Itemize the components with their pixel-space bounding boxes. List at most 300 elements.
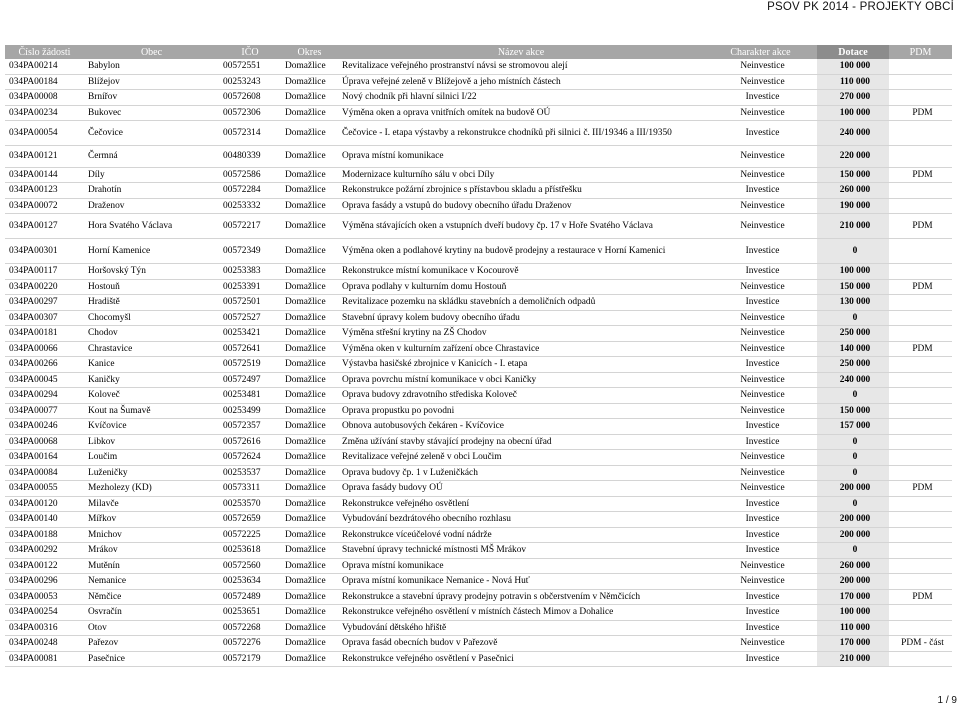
table-row: [5, 434, 952, 450]
table-row: [5, 326, 952, 342]
cell-ico: 00572306: [219, 105, 281, 121]
cell-ico: 00253499: [219, 403, 281, 419]
cell-charakter-akce: Investice: [704, 589, 817, 605]
cell-pdm: [889, 651, 952, 667]
cell-obec: Kanice: [84, 357, 219, 373]
cell-pdm: [889, 372, 952, 388]
cell-ico: 00572551: [219, 59, 281, 74]
cell-nazev-akce: Rekonstrukce požární zbrojnice s přístavbou skladu a přístřešku: [338, 183, 704, 199]
cell-charakter-akce: Neinvestice: [704, 341, 817, 357]
cell-nazev-akce: Revitalizace pozemku na skládku stavebních a demoličních odpadů: [338, 295, 704, 311]
cell-nazev-akce: Vybudování dětského hřiště: [338, 620, 704, 636]
cell-cislo-zadosti: 034PA00081: [5, 651, 84, 667]
cell-dotace: 170 000: [817, 589, 889, 605]
cell-charakter-akce: Investice: [704, 90, 817, 106]
cell-obec: Milavče: [84, 496, 219, 512]
cell-obec: Hostouň: [84, 279, 219, 295]
cell-charakter-akce: Investice: [704, 651, 817, 667]
cell-okres: Domažlice: [281, 264, 338, 280]
table-row: [5, 183, 952, 199]
table-row: [5, 481, 952, 497]
cell-cislo-zadosti: 034PA00055: [5, 481, 84, 497]
cell-cislo-zadosti: 034PA00292: [5, 543, 84, 559]
table-row: [5, 512, 952, 528]
table-row: [5, 372, 952, 388]
cell-cislo-zadosti: 034PA00297: [5, 295, 84, 311]
cell-ico: 00253391: [219, 279, 281, 295]
cell-ico: 00253537: [219, 465, 281, 481]
cell-cislo-zadosti: 034PA00117: [5, 264, 84, 280]
col-header-obec: Obec: [84, 45, 219, 59]
cell-pdm: PDM: [889, 167, 952, 183]
cell-okres: Domažlice: [281, 279, 338, 295]
cell-ico: 00572225: [219, 527, 281, 543]
table-row: [5, 341, 952, 357]
table-row: [5, 403, 952, 419]
table-row: [5, 605, 952, 621]
cell-ico: 00572641: [219, 341, 281, 357]
cell-okres: Domažlice: [281, 574, 338, 590]
cell-cislo-zadosti: 034PA00294: [5, 388, 84, 404]
cell-charakter-akce: Neinvestice: [704, 310, 817, 326]
cell-nazev-akce: Rekonstrukce veřejného osvětlení v Pasečnici: [338, 651, 704, 667]
cell-charakter-akce: Neinvestice: [704, 388, 817, 404]
cell-pdm: PDM: [889, 214, 952, 239]
cell-charakter-akce: Investice: [704, 527, 817, 543]
cell-cislo-zadosti: 034PA00296: [5, 574, 84, 590]
cell-okres: Domažlice: [281, 214, 338, 239]
cell-dotace: 260 000: [817, 558, 889, 574]
cell-dotace: 0: [817, 496, 889, 512]
cell-pdm: [889, 419, 952, 435]
cell-okres: Domažlice: [281, 167, 338, 183]
table-row: [5, 419, 952, 435]
cell-ico: 00480339: [219, 146, 281, 168]
cell-obec: Čermná: [84, 146, 219, 168]
cell-cislo-zadosti: 034PA00184: [5, 74, 84, 90]
cell-nazev-akce: Oprava fasády budovy OÚ: [338, 481, 704, 497]
cell-nazev-akce: Oprava fasád obecních budov v Pařezově: [338, 636, 704, 652]
cell-obec: Osvračín: [84, 605, 219, 621]
cell-nazev-akce: Revitalizace veřejné zeleně v obci Loučim: [338, 450, 704, 466]
cell-dotace: 0: [817, 434, 889, 450]
cell-nazev-akce: Úprava veřejné zeleně v Blížejově a jeho místních částech: [338, 74, 704, 90]
cell-pdm: [889, 357, 952, 373]
table-row: [5, 620, 952, 636]
cell-okres: Domažlice: [281, 558, 338, 574]
cell-cislo-zadosti: 034PA00121: [5, 146, 84, 168]
cell-nazev-akce: Modernizace kulturního sálu v obci Díly: [338, 167, 704, 183]
cell-pdm: PDM - část: [889, 636, 952, 652]
cell-nazev-akce: Výměna střešní krytiny na ZŠ Chodov: [338, 326, 704, 342]
cell-okres: Domažlice: [281, 183, 338, 199]
cell-cislo-zadosti: 034PA00120: [5, 496, 84, 512]
cell-okres: Domažlice: [281, 450, 338, 466]
cell-ico: 00253332: [219, 198, 281, 214]
cell-obec: Draženov: [84, 198, 219, 214]
table-row: [5, 214, 952, 239]
cell-charakter-akce: Neinvestice: [704, 450, 817, 466]
cell-okres: Domažlice: [281, 620, 338, 636]
cell-charakter-akce: Neinvestice: [704, 59, 817, 74]
cell-obec: Kvíčovice: [84, 419, 219, 435]
cell-obec: Mezholezy (KD): [84, 481, 219, 497]
cell-nazev-akce: Vybudování bezdrátového obecního rozhlasu: [338, 512, 704, 528]
cell-obec: Čečovice: [84, 121, 219, 146]
cell-okres: Domažlice: [281, 636, 338, 652]
cell-dotace: 200 000: [817, 574, 889, 590]
cell-charakter-akce: Neinvestice: [704, 214, 817, 239]
cell-dotace: 210 000: [817, 214, 889, 239]
cell-charakter-akce: Neinvestice: [704, 198, 817, 214]
cell-ico: 00572586: [219, 167, 281, 183]
table-row: [5, 651, 952, 667]
table-row: [5, 105, 952, 121]
cell-obec: Hradiště: [84, 295, 219, 311]
cell-obec: Chodov: [84, 326, 219, 342]
cell-dotace: 100 000: [817, 59, 889, 74]
page-number: 1 / 9: [937, 695, 957, 706]
cell-charakter-akce: Neinvestice: [704, 326, 817, 342]
cell-nazev-akce: Rekonstrukce víceúčelové vodní nádrže: [338, 527, 704, 543]
cell-ico: 00253243: [219, 74, 281, 90]
cell-cislo-zadosti: 034PA00008: [5, 90, 84, 106]
cell-nazev-akce: Oprava místní komunikace Nemanice - Nová Huť: [338, 574, 704, 590]
cell-cislo-zadosti: 034PA00077: [5, 403, 84, 419]
cell-dotace: 250 000: [817, 326, 889, 342]
cell-ico: 00572527: [219, 310, 281, 326]
cell-okres: Domažlice: [281, 605, 338, 621]
cell-pdm: PDM: [889, 481, 952, 497]
cell-nazev-akce: Stavební úpravy technické místnosti MŠ Mrákov: [338, 543, 704, 559]
table-row: [5, 167, 952, 183]
cell-cislo-zadosti: 034PA00234: [5, 105, 84, 121]
cell-pdm: [889, 450, 952, 466]
cell-ico: 00253570: [219, 496, 281, 512]
cell-pdm: [889, 295, 952, 311]
cell-pdm: [889, 183, 952, 199]
cell-dotace: 250 000: [817, 357, 889, 373]
cell-charakter-akce: Investice: [704, 264, 817, 280]
cell-dotace: 200 000: [817, 527, 889, 543]
cell-charakter-akce: Investice: [704, 496, 817, 512]
cell-dotace: 130 000: [817, 295, 889, 311]
table-row: [5, 465, 952, 481]
cell-obec: Chrastavice: [84, 341, 219, 357]
cell-cislo-zadosti: 034PA00254: [5, 605, 84, 621]
cell-nazev-akce: Výměna oken a oprava vnitřních omítek na budově OÚ: [338, 105, 704, 121]
col-header-charakter-akce: Charakter akce: [704, 45, 817, 59]
table-row: [5, 388, 952, 404]
cell-dotace: 210 000: [817, 651, 889, 667]
cell-nazev-akce: Změna užívání stavby stávající prodejny na obecní úřad: [338, 434, 704, 450]
cell-okres: Domažlice: [281, 481, 338, 497]
cell-ico: 00572659: [219, 512, 281, 528]
cell-pdm: [889, 121, 952, 146]
cell-pdm: PDM: [889, 279, 952, 295]
cell-pdm: [889, 146, 952, 168]
cell-dotace: 100 000: [817, 264, 889, 280]
cell-cislo-zadosti: 034PA00144: [5, 167, 84, 183]
cell-obec: Horní Kamenice: [84, 239, 219, 264]
table-row: [5, 543, 952, 559]
cell-obec: Mutěnín: [84, 558, 219, 574]
cell-obec: Chocomyšl: [84, 310, 219, 326]
cell-okres: Domažlice: [281, 527, 338, 543]
table-row: [5, 357, 952, 373]
cell-dotace: 0: [817, 310, 889, 326]
cell-ico: 00572314: [219, 121, 281, 146]
cell-ico: 00572357: [219, 419, 281, 435]
cell-pdm: [889, 198, 952, 214]
table-row: [5, 558, 952, 574]
cell-charakter-akce: Investice: [704, 183, 817, 199]
cell-okres: Domažlice: [281, 341, 338, 357]
cell-ico: 00572268: [219, 620, 281, 636]
cell-obec: Němčice: [84, 589, 219, 605]
cell-dotace: 140 000: [817, 341, 889, 357]
cell-nazev-akce: Nový chodník při hlavní silnici I/22: [338, 90, 704, 106]
cell-ico: 00572276: [219, 636, 281, 652]
cell-dotace: 150 000: [817, 167, 889, 183]
table-row: [5, 450, 952, 466]
cell-charakter-akce: Investice: [704, 512, 817, 528]
table-row: [5, 264, 952, 280]
cell-charakter-akce: Investice: [704, 295, 817, 311]
cell-pdm: [889, 605, 952, 621]
cell-okres: Domažlice: [281, 403, 338, 419]
cell-nazev-akce: Výměna stávajících oken a vstupních dveří budovy čp. 17 v Hoře Svatého Václava: [338, 214, 704, 239]
cell-ico: 00572497: [219, 372, 281, 388]
cell-dotace: 200 000: [817, 481, 889, 497]
cell-charakter-akce: Neinvestice: [704, 636, 817, 652]
cell-dotace: 270 000: [817, 90, 889, 106]
col-header-nazev-akce: Název akce: [338, 45, 704, 59]
cell-ico: 00572519: [219, 357, 281, 373]
cell-okres: Domažlice: [281, 326, 338, 342]
document-title: PSOV PK 2014 - PROJEKTY OBCÍ: [767, 1, 954, 13]
cell-okres: Domažlice: [281, 90, 338, 106]
cell-dotace: 240 000: [817, 121, 889, 146]
cell-okres: Domažlice: [281, 74, 338, 90]
cell-obec: Pasečnice: [84, 651, 219, 667]
table-row: [5, 636, 952, 652]
cell-obec: Horšovský Týn: [84, 264, 219, 280]
cell-dotace: 150 000: [817, 279, 889, 295]
cell-cislo-zadosti: 034PA00123: [5, 183, 84, 199]
cell-pdm: [889, 310, 952, 326]
cell-cislo-zadosti: 034PA00266: [5, 357, 84, 373]
cell-cislo-zadosti: 034PA00307: [5, 310, 84, 326]
table-row: [5, 527, 952, 543]
cell-okres: Domažlice: [281, 310, 338, 326]
cell-charakter-akce: Neinvestice: [704, 279, 817, 295]
cell-obec: Nemanice: [84, 574, 219, 590]
table-row: [5, 74, 952, 90]
cell-ico: 00572349: [219, 239, 281, 264]
cell-dotace: 0: [817, 388, 889, 404]
cell-dotace: 0: [817, 450, 889, 466]
cell-cislo-zadosti: 034PA00045: [5, 372, 84, 388]
cell-ico: 00253651: [219, 605, 281, 621]
table-row: [5, 589, 952, 605]
cell-ico: 00572560: [219, 558, 281, 574]
cell-pdm: [889, 264, 952, 280]
cell-nazev-akce: Výměna oken v kulturním zařízení obce Chrastavice: [338, 341, 704, 357]
cell-obec: Kout na Šumavě: [84, 403, 219, 419]
col-header-dotace: Dotace: [817, 45, 889, 59]
cell-obec: Drahotín: [84, 183, 219, 199]
cell-pdm: [889, 74, 952, 90]
cell-cislo-zadosti: 034PA00248: [5, 636, 84, 652]
table-row: [5, 295, 952, 311]
cell-nazev-akce: Revitalizace veřejného prostranství návsi se stromovou alejí: [338, 59, 704, 74]
cell-pdm: [889, 574, 952, 590]
cell-okres: Domažlice: [281, 419, 338, 435]
table-row: [5, 121, 952, 146]
table-row: [5, 146, 952, 168]
cell-pdm: [889, 90, 952, 106]
table-row: [5, 198, 952, 214]
table-header-row: [5, 45, 952, 59]
cell-charakter-akce: Neinvestice: [704, 105, 817, 121]
cell-cislo-zadosti: 034PA00054: [5, 121, 84, 146]
cell-pdm: [889, 527, 952, 543]
cell-ico: 00572489: [219, 589, 281, 605]
cell-okres: Domažlice: [281, 105, 338, 121]
cell-dotace: 0: [817, 465, 889, 481]
table-row: [5, 239, 952, 264]
cell-dotace: 240 000: [817, 372, 889, 388]
cell-ico: 00253383: [219, 264, 281, 280]
cell-cislo-zadosti: 034PA00127: [5, 214, 84, 239]
cell-ico: 00253618: [219, 543, 281, 559]
projects-table: [5, 45, 952, 667]
cell-okres: Domažlice: [281, 434, 338, 450]
cell-dotace: 220 000: [817, 146, 889, 168]
cell-charakter-akce: Neinvestice: [704, 574, 817, 590]
cell-pdm: [889, 326, 952, 342]
cell-charakter-akce: Investice: [704, 543, 817, 559]
cell-cislo-zadosti: 034PA00164: [5, 450, 84, 466]
cell-cislo-zadosti: 034PA00316: [5, 620, 84, 636]
cell-dotace: 0: [817, 239, 889, 264]
cell-ico: 00572284: [219, 183, 281, 199]
cell-cislo-zadosti: 034PA00068: [5, 434, 84, 450]
cell-ico: 00573311: [219, 481, 281, 497]
cell-pdm: [889, 496, 952, 512]
cell-charakter-akce: Investice: [704, 620, 817, 636]
cell-pdm: [889, 434, 952, 450]
cell-cislo-zadosti: 034PA00053: [5, 589, 84, 605]
cell-cislo-zadosti: 034PA00188: [5, 527, 84, 543]
cell-charakter-akce: Investice: [704, 239, 817, 264]
cell-dotace: 190 000: [817, 198, 889, 214]
cell-ico: 00253634: [219, 574, 281, 590]
col-header-cislo-zadosti: Číslo žádosti: [5, 45, 84, 59]
cell-obec: Luženičky: [84, 465, 219, 481]
cell-ico: 00572179: [219, 651, 281, 667]
cell-dotace: 0: [817, 543, 889, 559]
cell-nazev-akce: Rekonstrukce veřejného osvětlení v místních částech Mimov a Dohalice: [338, 605, 704, 621]
table-row: [5, 279, 952, 295]
cell-charakter-akce: Neinvestice: [704, 74, 817, 90]
cell-charakter-akce: Neinvestice: [704, 403, 817, 419]
cell-pdm: [889, 59, 952, 74]
cell-cislo-zadosti: 034PA00066: [5, 341, 84, 357]
cell-dotace: 200 000: [817, 512, 889, 528]
cell-cislo-zadosti: 034PA00214: [5, 59, 84, 74]
cell-dotace: 157 000: [817, 419, 889, 435]
cell-charakter-akce: Neinvestice: [704, 481, 817, 497]
cell-ico: 00572608: [219, 90, 281, 106]
cell-obec: Hora Svatého Václava: [84, 214, 219, 239]
cell-pdm: [889, 403, 952, 419]
cell-charakter-akce: Neinvestice: [704, 167, 817, 183]
cell-okres: Domažlice: [281, 198, 338, 214]
table-row: [5, 496, 952, 512]
cell-obec: Mrákov: [84, 543, 219, 559]
cell-pdm: [889, 465, 952, 481]
cell-nazev-akce: Oprava propustku po povodni: [338, 403, 704, 419]
cell-ico: 00572217: [219, 214, 281, 239]
cell-okres: Domažlice: [281, 388, 338, 404]
cell-charakter-akce: Investice: [704, 121, 817, 146]
cell-nazev-akce: Čečovice - I. etapa výstavby a rekonstrukce chodníků při silnici č. III/19346 a III/19350: [338, 121, 704, 146]
cell-cislo-zadosti: 034PA00301: [5, 239, 84, 264]
cell-okres: Domažlice: [281, 295, 338, 311]
cell-nazev-akce: Oprava budovy zdravotního střediska Koloveč: [338, 388, 704, 404]
cell-ico: 00253421: [219, 326, 281, 342]
cell-obec: Kaničky: [84, 372, 219, 388]
cell-obec: Díly: [84, 167, 219, 183]
cell-cislo-zadosti: 034PA00181: [5, 326, 84, 342]
cell-obec: Libkov: [84, 434, 219, 450]
cell-nazev-akce: Oprava místní komunikace: [338, 558, 704, 574]
cell-pdm: PDM: [889, 341, 952, 357]
cell-nazev-akce: Rekonstrukce veřejného osvětlení: [338, 496, 704, 512]
cell-ico: 00572501: [219, 295, 281, 311]
table-row: [5, 90, 952, 106]
cell-nazev-akce: Rekonstrukce a stavební úpravy prodejny potravin s občerstvením v Němčicích: [338, 589, 704, 605]
cell-charakter-akce: Investice: [704, 605, 817, 621]
cell-charakter-akce: Investice: [704, 419, 817, 435]
cell-nazev-akce: Oprava fasády a vstupů do budovy obecního úřadu Draženov: [338, 198, 704, 214]
cell-charakter-akce: Neinvestice: [704, 372, 817, 388]
cell-pdm: PDM: [889, 589, 952, 605]
cell-nazev-akce: Rekonstrukce místní komunikace v Kocourově: [338, 264, 704, 280]
cell-okres: Domažlice: [281, 239, 338, 264]
cell-nazev-akce: Výstavba hasičské zbrojnice v Kanicích - I. etapa: [338, 357, 704, 373]
cell-nazev-akce: Výměna oken a podlahové krytiny na budově prodejny a restaurace v Horní Kamenici: [338, 239, 704, 264]
cell-pdm: [889, 558, 952, 574]
cell-obec: Brnířov: [84, 90, 219, 106]
cell-dotace: 110 000: [817, 620, 889, 636]
cell-charakter-akce: Neinvestice: [704, 465, 817, 481]
cell-obec: Pařezov: [84, 636, 219, 652]
cell-pdm: [889, 543, 952, 559]
cell-okres: Domažlice: [281, 496, 338, 512]
cell-pdm: [889, 620, 952, 636]
cell-obec: Otov: [84, 620, 219, 636]
cell-okres: Domažlice: [281, 357, 338, 373]
cell-obec: Blížejov: [84, 74, 219, 90]
cell-okres: Domažlice: [281, 589, 338, 605]
cell-pdm: [889, 512, 952, 528]
cell-cislo-zadosti: 034PA00072: [5, 198, 84, 214]
cell-pdm: [889, 388, 952, 404]
cell-okres: Domažlice: [281, 465, 338, 481]
